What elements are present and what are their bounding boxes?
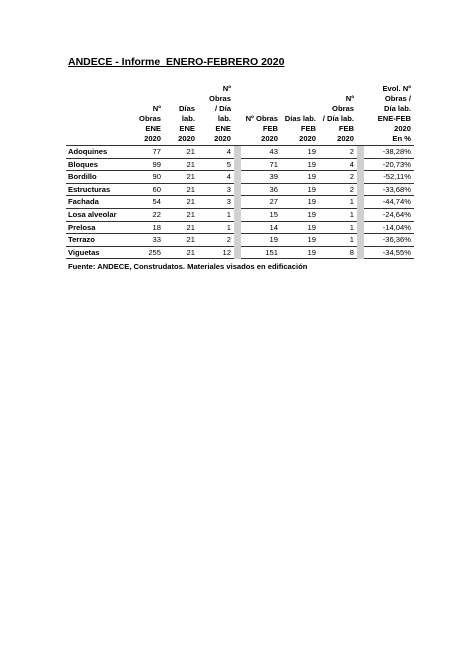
cell-dias-ene: 21 bbox=[164, 171, 198, 184]
gap-cell bbox=[234, 234, 241, 247]
header-line: Día lab. bbox=[383, 104, 411, 113]
cell-producto: Bloques bbox=[66, 158, 128, 171]
cell-dias-feb: 19 bbox=[281, 234, 319, 247]
gap-cell bbox=[234, 196, 241, 209]
header-evol bbox=[364, 84, 414, 146]
cell-dias-ene: 21 bbox=[164, 158, 198, 171]
cell-ratio-feb: 2 bbox=[319, 171, 357, 184]
cell-evol: -34,55% bbox=[364, 246, 414, 259]
header-row bbox=[66, 84, 414, 146]
gap-cell bbox=[357, 234, 364, 247]
cell-obras-ene: 255 bbox=[128, 246, 164, 259]
header-line: Nº Obras bbox=[139, 104, 161, 123]
cell-producto: Prelosa bbox=[66, 221, 128, 234]
cell-obras-feb: 36 bbox=[241, 183, 281, 196]
cell-ratio-ene: 5 bbox=[198, 158, 234, 171]
table-row bbox=[66, 196, 414, 209]
cell-evol: -36,36% bbox=[364, 234, 414, 247]
cell-obras-ene: 77 bbox=[128, 146, 164, 159]
gap-cell bbox=[234, 221, 241, 234]
table-body bbox=[66, 146, 414, 259]
header-line: ENE-FEB bbox=[377, 114, 411, 123]
cell-dias-ene: 21 bbox=[164, 221, 198, 234]
header-obras-feb bbox=[241, 84, 281, 146]
cell-producto: Losa alveolar bbox=[66, 208, 128, 221]
cell-producto: Viguetas bbox=[66, 246, 128, 259]
table-row bbox=[66, 183, 414, 196]
header-line: 2020 bbox=[394, 124, 411, 133]
header-dias-ene bbox=[164, 84, 198, 146]
gap-cell bbox=[357, 196, 364, 209]
table-row bbox=[66, 221, 414, 234]
header-line: Días lab. bbox=[284, 114, 316, 123]
header-line: Evol. Nº bbox=[382, 84, 411, 93]
cell-evol: -24,64% bbox=[364, 208, 414, 221]
cell-dias-feb: 19 bbox=[281, 246, 319, 259]
cell-obras-ene: 33 bbox=[128, 234, 164, 247]
header-line: Días lab. bbox=[178, 104, 195, 123]
cell-ratio-feb: 1 bbox=[319, 234, 357, 247]
cell-obras-ene: 99 bbox=[128, 158, 164, 171]
cell-dias-feb: 19 bbox=[281, 183, 319, 196]
header-line: ENE bbox=[179, 124, 195, 133]
gap-cell bbox=[234, 158, 241, 171]
header-line: ENE bbox=[145, 124, 161, 133]
cell-ratio-feb: 8 bbox=[319, 246, 357, 259]
cell-producto: Terrazo bbox=[66, 234, 128, 247]
header-line: / Día lab. bbox=[214, 104, 231, 123]
cell-dias-feb: 19 bbox=[281, 196, 319, 209]
cell-obras-feb: 39 bbox=[241, 171, 281, 184]
header-dias-feb bbox=[281, 84, 319, 146]
header-producto bbox=[66, 84, 128, 146]
table-row bbox=[66, 171, 414, 184]
cell-obras-ene: 22 bbox=[128, 208, 164, 221]
cell-dias-feb: 19 bbox=[281, 208, 319, 221]
header-line: Nº Obras bbox=[245, 114, 278, 123]
cell-dias-ene: 21 bbox=[164, 196, 198, 209]
cell-obras-feb: 27 bbox=[241, 196, 281, 209]
table-row bbox=[66, 208, 414, 221]
gap-column-header bbox=[234, 84, 241, 146]
cell-ratio-feb: 2 bbox=[319, 183, 357, 196]
gap-cell bbox=[357, 171, 364, 184]
gap-cell bbox=[357, 208, 364, 221]
cell-ratio-ene: 2 bbox=[198, 234, 234, 247]
gap-cell bbox=[234, 171, 241, 184]
header-line: FEB 2020 bbox=[261, 124, 278, 143]
table-row bbox=[66, 246, 414, 259]
cell-obras-ene: 18 bbox=[128, 221, 164, 234]
cell-dias-feb: 19 bbox=[281, 158, 319, 171]
gap-cell bbox=[357, 183, 364, 196]
gap-cell bbox=[357, 246, 364, 259]
table-row bbox=[66, 158, 414, 171]
cell-dias-feb: 19 bbox=[281, 171, 319, 184]
cell-producto: Bordillo bbox=[66, 171, 128, 184]
header-line: 2020 bbox=[144, 134, 161, 143]
cell-obras-ene: 60 bbox=[128, 183, 164, 196]
report-table bbox=[66, 84, 414, 259]
header-line: Nº Obras bbox=[332, 94, 354, 113]
cell-dias-ene: 21 bbox=[164, 208, 198, 221]
source-note: Fuente: ANDECE, Construdatos. Materiales visados en edificación bbox=[68, 262, 308, 271]
cell-ratio-ene: 4 bbox=[198, 146, 234, 159]
cell-ratio-ene: 12 bbox=[198, 246, 234, 259]
cell-dias-ene: 21 bbox=[164, 146, 198, 159]
gap-cell bbox=[357, 221, 364, 234]
cell-obras-feb: 43 bbox=[241, 146, 281, 159]
cell-ratio-ene: 1 bbox=[198, 221, 234, 234]
cell-evol: -14,04% bbox=[364, 221, 414, 234]
header-line: Obras / bbox=[384, 94, 411, 103]
cell-ratio-ene: 1 bbox=[198, 208, 234, 221]
cell-obras-feb: 19 bbox=[241, 234, 281, 247]
table-row bbox=[66, 234, 414, 247]
cell-dias-ene: 21 bbox=[164, 183, 198, 196]
gap-cell bbox=[357, 158, 364, 171]
header-line: FEB 2020 bbox=[299, 124, 316, 143]
cell-obras-feb: 151 bbox=[241, 246, 281, 259]
cell-obras-ene: 54 bbox=[128, 196, 164, 209]
cell-ratio-feb: 1 bbox=[319, 196, 357, 209]
cell-dias-feb: 19 bbox=[281, 221, 319, 234]
cell-evol: -20,73% bbox=[364, 158, 414, 171]
gap-cell bbox=[234, 146, 241, 159]
cell-ratio-feb: 1 bbox=[319, 208, 357, 221]
cell-evol: -38,28% bbox=[364, 146, 414, 159]
gap-cell bbox=[234, 246, 241, 259]
gap-cell bbox=[234, 208, 241, 221]
cell-producto: Adoquines bbox=[66, 146, 128, 159]
header-line: En % bbox=[392, 134, 411, 143]
gap-cell bbox=[234, 183, 241, 196]
gap-column-header bbox=[357, 84, 364, 146]
cell-dias-ene: 21 bbox=[164, 246, 198, 259]
cell-producto: Fachada bbox=[66, 196, 128, 209]
cell-ratio-feb: 4 bbox=[319, 158, 357, 171]
table-row bbox=[66, 146, 414, 159]
cell-obras-feb: 14 bbox=[241, 221, 281, 234]
header-line: Nº Obras bbox=[209, 84, 231, 103]
cell-obras-feb: 15 bbox=[241, 208, 281, 221]
cell-ratio-feb: 2 bbox=[319, 146, 357, 159]
header-obras-ene bbox=[128, 84, 164, 146]
header-line: / Día lab. bbox=[322, 114, 354, 123]
cell-ratio-ene: 4 bbox=[198, 171, 234, 184]
cell-dias-ene: 21 bbox=[164, 234, 198, 247]
header-line: ENE bbox=[215, 124, 231, 133]
cell-ratio-ene: 3 bbox=[198, 183, 234, 196]
cell-evol: -33,68% bbox=[364, 183, 414, 196]
header-line: 2020 bbox=[214, 134, 231, 143]
header-ratio-feb bbox=[319, 84, 357, 146]
cell-ratio-ene: 3 bbox=[198, 196, 234, 209]
header-line: 2020 bbox=[178, 134, 195, 143]
cell-evol: -44,74% bbox=[364, 196, 414, 209]
report-title: ANDECE - Informe ENERO-FEBRERO 2020 bbox=[68, 56, 285, 68]
header-line: FEB 2020 bbox=[337, 124, 354, 143]
cell-ratio-feb: 1 bbox=[319, 221, 357, 234]
cell-obras-feb: 71 bbox=[241, 158, 281, 171]
cell-obras-ene: 90 bbox=[128, 171, 164, 184]
header-ratio-ene bbox=[198, 84, 234, 146]
cell-producto: Estructuras bbox=[66, 183, 128, 196]
cell-dias-feb: 19 bbox=[281, 146, 319, 159]
cell-evol: -52,11% bbox=[364, 171, 414, 184]
gap-cell bbox=[357, 146, 364, 159]
